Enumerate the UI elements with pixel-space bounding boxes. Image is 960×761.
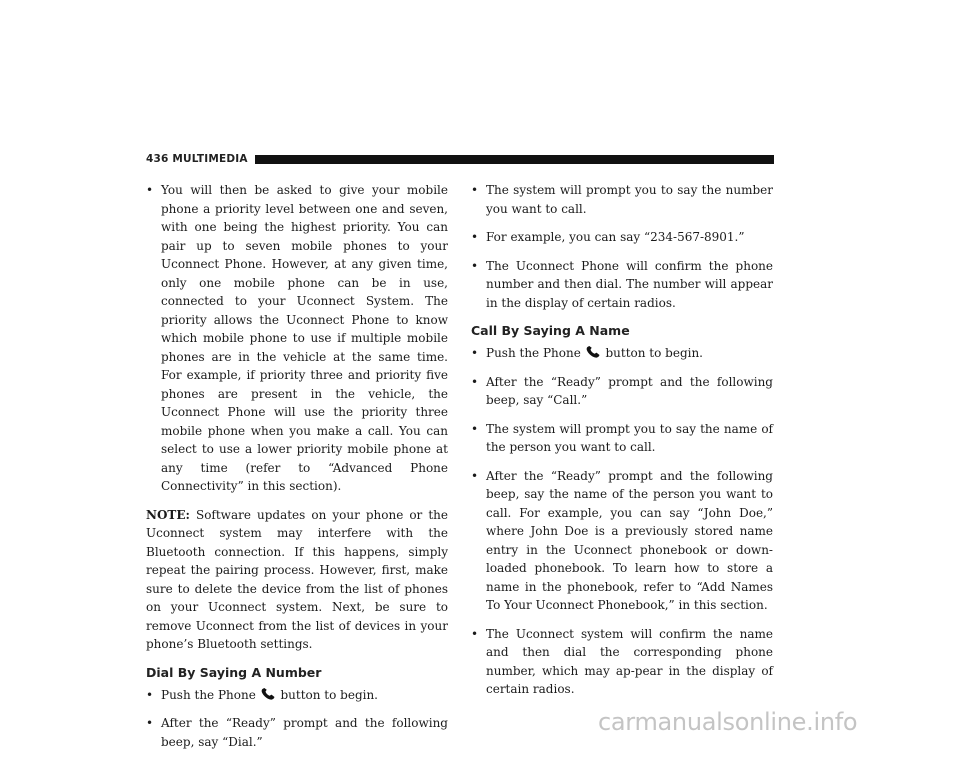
bullet-text-before: Push the Phone — [486, 346, 585, 360]
bullet-glyph: • — [146, 183, 154, 197]
list-item — [146, 714, 448, 751]
bullet-glyph: • — [471, 183, 479, 197]
bullet-glyph: • — [471, 230, 479, 244]
list-item — [471, 181, 773, 218]
bullet-text: The Uconnect system will confirm the name and then dial the corresponding phone number, which may ap-pear in the display of certain radios. — [486, 626, 773, 696]
bullet-glyph: • — [471, 468, 479, 483]
bullet-text: The system will prompt you to say the name of the person you want to call. — [486, 421, 773, 454]
header-rule — [255, 155, 774, 164]
left-column — [146, 181, 448, 761]
bullet-glyph: • — [146, 687, 154, 702]
note-label: NOTE: — [146, 507, 190, 522]
phone-icon — [586, 346, 601, 358]
section-heading-name: Call By Saying A Name — [471, 323, 630, 338]
bullet-text-after: button to begin. — [601, 346, 703, 360]
phone-icon — [261, 688, 276, 700]
list-item — [146, 686, 448, 705]
bullet-text-after: button to begin. — [276, 687, 378, 702]
bullet-glyph: • — [146, 716, 154, 730]
bullet-text: You will then be asked to give your mobile phone a priority level between one and seven, with one being the highest priority. You can pair up to seven mobile phones to your Uconnect Phone. However, at any given time, only one mobile phone can be in use, connected to your Uconnect System. The priority allows the Uconnect Phone to know which mobile phone to use if multiple mobile phones are in the vehicle at the same time. For example, if priority three and priority five phones are present in the vehicle, the Uconnect Phone will use the priority three mobile phone when you make a call. You can select to use a lower priority mobile phone at any time (refer to “Advanced Phone Connectivity” in this section). — [161, 183, 448, 493]
bullet-text: For example, you can say “234-567-8901.” — [486, 230, 745, 244]
list-item — [471, 373, 773, 410]
bullet-glyph: • — [471, 374, 479, 389]
list-item — [471, 467, 773, 615]
page-header — [146, 152, 774, 166]
page-number-section: 436 MULTIMEDIA — [146, 153, 248, 165]
bullet-text: After the “Ready” prompt and the following beep, say the name of the person you want to call. For example, you can say “John Doe,” where John Doe is a previously stored name entry in the Uconnect phonebook or down-loaded phonebook. To learn how to store a name in the phonebook, refer to “Add Names To Your Uconnect Phonebook,” in this section. — [486, 468, 773, 612]
bullet-text: The system will prompt you to say the number you want to call. — [486, 183, 773, 216]
list-item — [471, 344, 773, 363]
bullet-glyph: • — [471, 626, 479, 641]
note-text: Software updates on your phone or the Uconnect system may interfere with the Bluetooth connection. If this happens, simply repeat the pairing process. However, first, make sure to delete the device from the list of phones on your Uconnect system. Next, be sure to remove Uconnect from the list of devices in your phone’s Bluetooth settings. — [146, 507, 448, 651]
right-column — [471, 181, 773, 709]
bullet-glyph: • — [471, 421, 479, 436]
list-item — [471, 625, 773, 699]
note-paragraph — [146, 506, 448, 654]
list-item — [471, 228, 773, 247]
watermark: carmanualsonline.info — [598, 708, 858, 736]
bullet-text-before: Push the Phone — [161, 687, 260, 702]
list-item — [471, 257, 773, 313]
bullet-text: After the “Ready” prompt and the following beep, say “Dial.” — [161, 716, 448, 749]
bullet-glyph: • — [471, 258, 479, 273]
list-item — [146, 181, 448, 496]
bullet-text: The Uconnect Phone will confirm the phone number and then dial. The number will appear in the display of certain radios. — [486, 258, 773, 310]
bullet-glyph: • — [471, 346, 479, 360]
list-item — [471, 420, 773, 457]
bullet-text: After the “Ready” prompt and the following beep, say “Call.” — [486, 374, 773, 407]
section-heading-dial: Dial By Saying A Number — [146, 664, 322, 680]
